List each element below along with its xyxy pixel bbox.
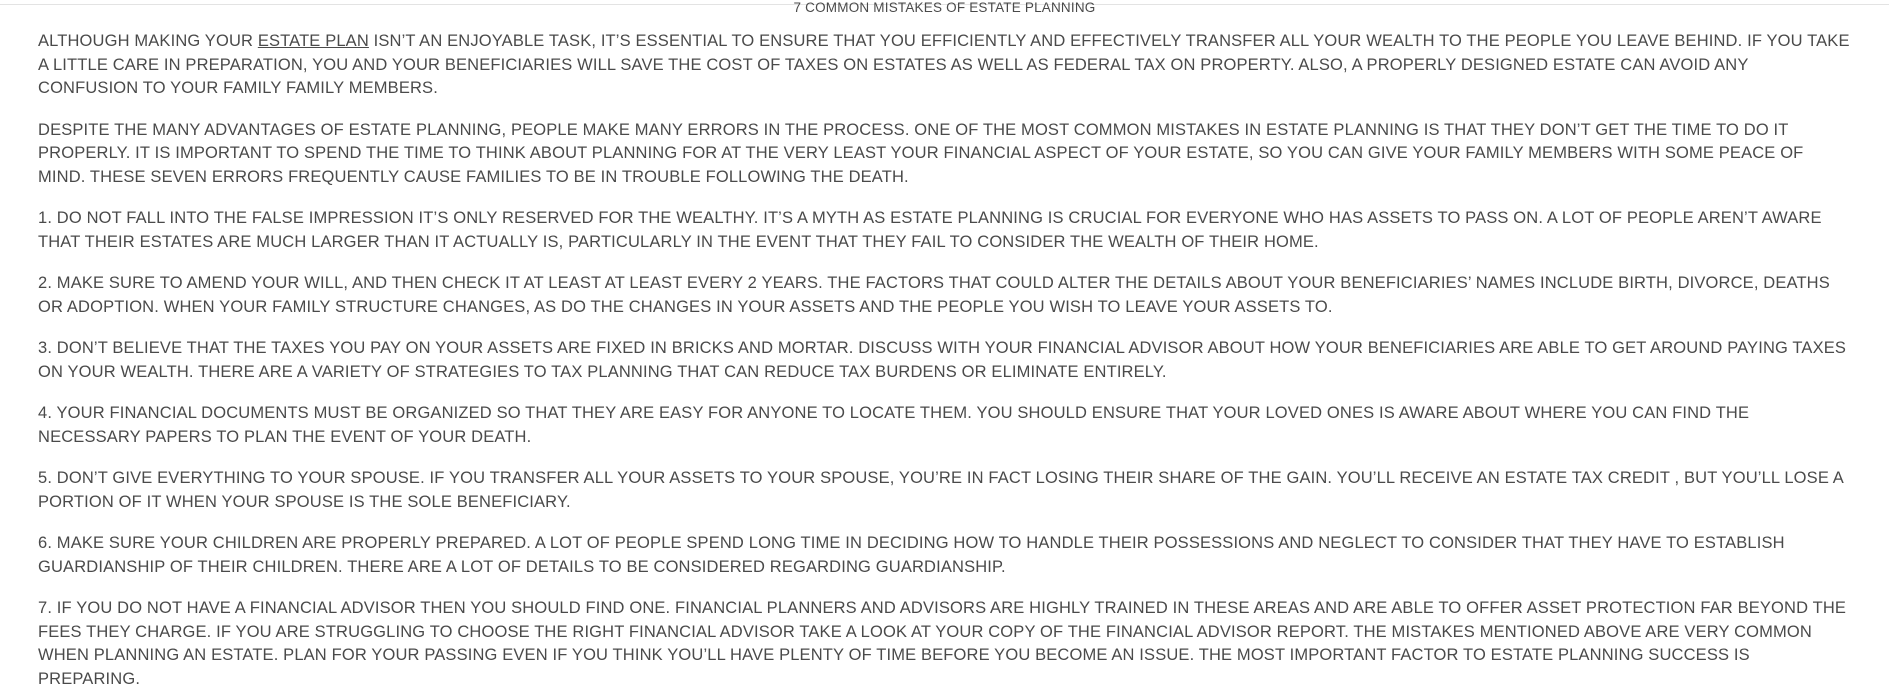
list-item-4: 4. YOUR FINANCIAL DOCUMENTS MUST BE ORGANIZED SO THAT THEY ARE EASY FOR ANYONE TO LOCATE THEM. YOU SHOULD ENSURE THAT YOUR LOVED ONES IS AWARE ABOUT WHERE YOU CAN FIND THE NECESSARY PAPERS TO PLAN THE EVENT OF YOUR DEATH. bbox=[38, 404, 1750, 446]
list-item-7: 7. IF YOU DO NOT HAVE A FINANCIAL ADVISOR THEN YOU SHOULD FIND ONE. FINANCIAL PLANNERS AND ADVISORS ARE HIGHLY TRAINED IN THESE AREAS AND ARE ABLE TO OFFER ASSET PROTECTION FAR BEYOND THE FEES THEY CHARGE. IF YOU ARE STRUGGLING TO CHOOSE THE RIGHT FINANCIAL ADVISOR TAKE A LOOK AT YOUR COPY OF THE FINANCIAL ADVISOR REPORT. THE MISTAKES MENTIONED ABOVE ARE VERY COMMON WHEN PLANNING AN ESTATE. PLAN FOR YOUR PASSING EVEN IF YOU THINK YOU’LL HAVE PLENTY OF TIME BEFORE YOU BECOME AN ISSUE. THE MOST IMPORTANT FACTOR TO ESTATE PLANNING SUCCESS IS PREPARING. bbox=[38, 599, 1847, 688]
estate-plan-link[interactable]: ESTATE PLAN bbox=[257, 32, 369, 50]
page-title: 7 COMMON MISTAKES OF ESTATE PLANNING bbox=[793, 0, 1096, 15]
list-item-6: 6. MAKE SURE YOUR CHILDREN ARE PROPERLY PREPARED. A LOT OF PEOPLE SPEND LONG TIME IN DECIDING HOW TO HANDLE THEIR POSSESSIONS AND NEGLECT TO CONSIDER THAT THEY HAVE TO ESTABLISH GUARDIANSHIP OF THEIR CHILDREN. THERE ARE A LOT OF DETAILS TO BE CONSIDERED REGARDING GUARDIANSHIP. bbox=[38, 534, 1785, 576]
paragraph-intro bbox=[38, 30, 1851, 101]
intro-text-before-link: ALTHOUGH MAKING YOUR bbox=[38, 32, 258, 50]
list-item-3: 3. DON’T BELIEVE THAT THE TAXES YOU PAY ON YOUR ASSETS ARE FIXED IN BRICKS AND MORTAR. DISCUSS WITH YOUR FINANCIAL ADVISOR ABOUT HOW YOUR BENEFICIARIES ARE ABLE TO GET AROUND PAYING TAXES ON YOUR WEALTH. THERE ARE A VARIETY OF STRATEGIES TO TAX PLANNING THAT CAN REDUCE TAX BURDENS OR ELIMINATE ENTIRELY. bbox=[38, 339, 1847, 381]
paragraph-overview: DESPITE THE MANY ADVANTAGES OF ESTATE PLANNING, PEOPLE MAKE MANY ERRORS IN THE PROCESS. ONE OF THE MOST COMMON MISTAKES IN ESTATE PLANNING IS THAT THEY DON’T GET THE TIME TO DO IT PROPERLY. IT IS IMPORTANT TO SPEND THE TIME TO THINK ABOUT PLANNING FOR AT THE VERY LEAST YOUR FINANCIAL ASPECT OF YOUR ESTATE, SO YOU CAN GIVE YOUR FAMILY MEMBERS WITH SOME PEACE OF MIND. THESE SEVEN ERRORS FREQUENTLY CAUSE FAMILIES TO BE IN TROUBLE FOLLOWING THE DEATH. bbox=[38, 120, 1804, 186]
list-item-5: 5. DON’T GIVE EVERYTHING TO YOUR SPOUSE. IF YOU TRANSFER ALL YOUR ASSETS TO YOUR SPOUSE, YOU’RE IN FACT LOSING THEIR SHARE OF THE GAIN. YOU’LL RECEIVE AN ESTATE TAX CREDIT , BUT YOU’LL LOSE A PORTION OF IT WHEN YOUR SPOUSE IS THE SOLE BENEFICIARY. bbox=[38, 469, 1844, 511]
list-item-2: 2. MAKE SURE TO AMEND YOUR WILL, AND THEN CHECK IT AT LEAST AT LEAST EVERY 2 YEARS. THE FACTORS THAT COULD ALTER THE DETAILS ABOUT YOUR BENEFICIARIES’ NAMES INCLUDE BIRTH, DIVORCE, DEATHS OR ADOPTION. WHEN YOUR FAMILY STRUCTURE CHANGES, AS DO THE CHANGES IN YOUR ASSETS AND THE PEOPLE YOU WISH TO LEAVE YOUR ASSETS TO. bbox=[38, 274, 1830, 316]
list-item-1: 1. DO NOT FALL INTO THE FALSE IMPRESSION IT’S ONLY RESERVED FOR THE WEALTHY. IT’S A MYTH AS ESTATE PLANNING IS CRUCIAL FOR EVERYONE WHO HAS ASSETS TO PASS ON. A LOT OF PEOPLE AREN’T AWARE THAT THEIR ESTATES ARE MUCH LARGER THAN IT ACTUALLY IS, PARTICULARLY IN THE EVENT THAT THEY FAIL TO CONSIDER THE WEALTH OF THEIR HOME. bbox=[38, 209, 1822, 251]
intro-text-after-link: ISN’T AN ENJOYABLE TASK, IT’S ESSENTIAL TO ENSURE THAT YOU EFFICIENTLY AND EFFECTIVELY TRANSFER ALL YOUR WEALTH TO THE PEOPLE YOU LEAVE BEHIND. IF YOU TAKE A LITTLE CARE IN PREPARATION, YOU AND YOUR BENEFICIARIES WILL SAVE THE COST OF TAXES ON ESTATES AS WELL AS FEDERAL TAX ON PROPERTY. ALSO, A PROPERLY DESIGNED ESTATE CAN AVOID ANY CONFUSION TO YOUR FAMILY FAMILY MEMBERS. bbox=[38, 32, 1850, 97]
document-body bbox=[0, 30, 1889, 691]
